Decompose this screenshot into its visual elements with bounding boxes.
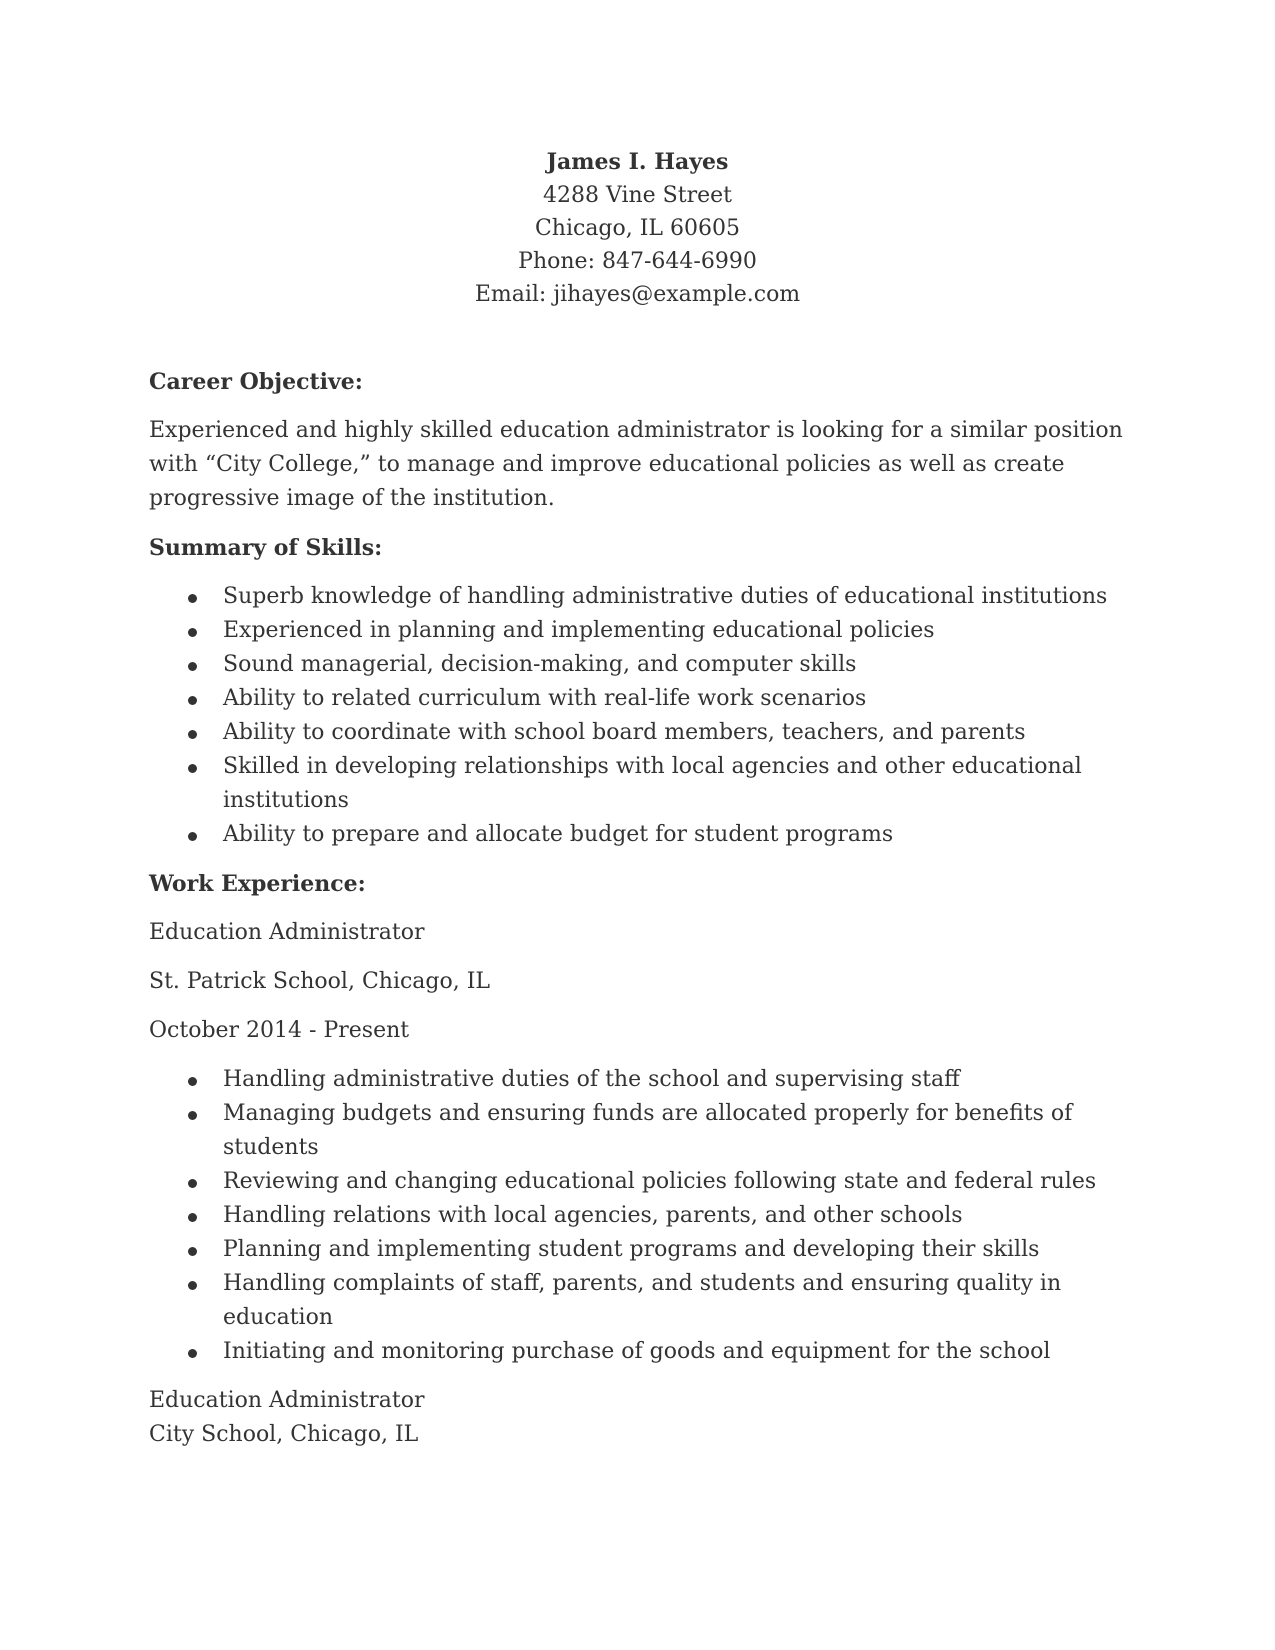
duty-item [149, 1267, 1129, 1335]
phone-number: Phone: 847-644-6990 [518, 249, 757, 274]
skills-heading: Summary of Skills: [149, 535, 383, 561]
contact-header [0, 146, 1275, 311]
duty-text: Handling relations with local agencies, parents, and other schools [223, 1203, 963, 1228]
bullet-icon [188, 1077, 197, 1086]
bullet-icon [188, 1349, 197, 1358]
street-address: 4288 Vine Street [542, 183, 732, 208]
bullet-icon [188, 832, 197, 841]
resume-body [149, 365, 1129, 1452]
objective-heading: Career Objective: [149, 369, 363, 395]
email-address: Email: jihayes@example.com [474, 282, 801, 307]
skill-item [149, 580, 1129, 614]
job-duties-list [149, 1063, 1129, 1369]
skill-text: Ability to related curriculum with real-life work scenarios [223, 686, 867, 711]
city-state-zip: Chicago, IL 60605 [534, 216, 741, 241]
bullet-icon [188, 662, 197, 671]
duty-text: Managing budgets and ensuring funds are allocated properly for benefits of students [223, 1101, 1073, 1160]
skill-item [149, 648, 1129, 682]
duty-text: Planning and implementing student programs and developing their skills [223, 1237, 1040, 1262]
job-dates: October 2014 - Present [149, 1018, 410, 1043]
skill-item [149, 682, 1129, 716]
skill-item [149, 750, 1129, 818]
skill-item [149, 716, 1129, 750]
bullet-icon [188, 1111, 197, 1120]
duty-item [149, 1097, 1129, 1165]
skills-list [149, 580, 1129, 852]
skill-text: Skilled in developing relationships with local agencies and other educational institutions [223, 754, 1082, 813]
job-employer: St. Patrick School, Chicago, IL [149, 969, 491, 994]
bullet-icon [188, 628, 197, 637]
duty-text: Initiating and monitoring purchase of goods and equipment for the school [223, 1339, 1051, 1364]
duty-item [149, 1233, 1129, 1267]
duty-item [149, 1063, 1129, 1097]
duty-text: Handling complaints of staff, parents, and students and ensuring quality in education [223, 1271, 1062, 1330]
objective-text: Experienced and highly skilled education administrator is looking for a similar position with “City College,” to manage and improve educational policies as well as create progressive image of the institution. [149, 418, 1123, 511]
skill-item [149, 818, 1129, 852]
bullet-icon [188, 594, 197, 603]
job-employer: City School, Chicago, IL [149, 1422, 419, 1447]
bullet-icon [188, 1281, 197, 1290]
bullet-icon [188, 1179, 197, 1188]
skill-item [149, 614, 1129, 648]
experience-heading: Work Experience: [149, 871, 366, 897]
duty-item [149, 1199, 1129, 1233]
bullet-icon [188, 730, 197, 739]
duty-item [149, 1335, 1129, 1369]
duty-text: Handling administrative duties of the school and supervising staff [223, 1067, 960, 1092]
bullet-icon [188, 1247, 197, 1256]
duty-text: Reviewing and changing educational policies following state and federal rules [223, 1169, 1097, 1194]
skill-text: Ability to coordinate with school board members, teachers, and parents [223, 720, 1026, 745]
bullet-icon [188, 696, 197, 705]
job-title: Education Administrator [149, 920, 425, 945]
skill-text: Experienced in planning and implementing educational policies [223, 618, 935, 643]
job-title: Education Administrator [149, 1388, 425, 1413]
skill-text: Superb knowledge of handling administrative duties of educational institutions [223, 584, 1108, 609]
candidate-name: James I. Hayes [546, 149, 729, 175]
duty-item [149, 1165, 1129, 1199]
skill-text: Ability to prepare and allocate budget for student programs [223, 822, 894, 847]
bullet-icon [188, 1213, 197, 1222]
skill-text: Sound managerial, decision-making, and computer skills [223, 652, 857, 677]
bullet-icon [188, 764, 197, 773]
